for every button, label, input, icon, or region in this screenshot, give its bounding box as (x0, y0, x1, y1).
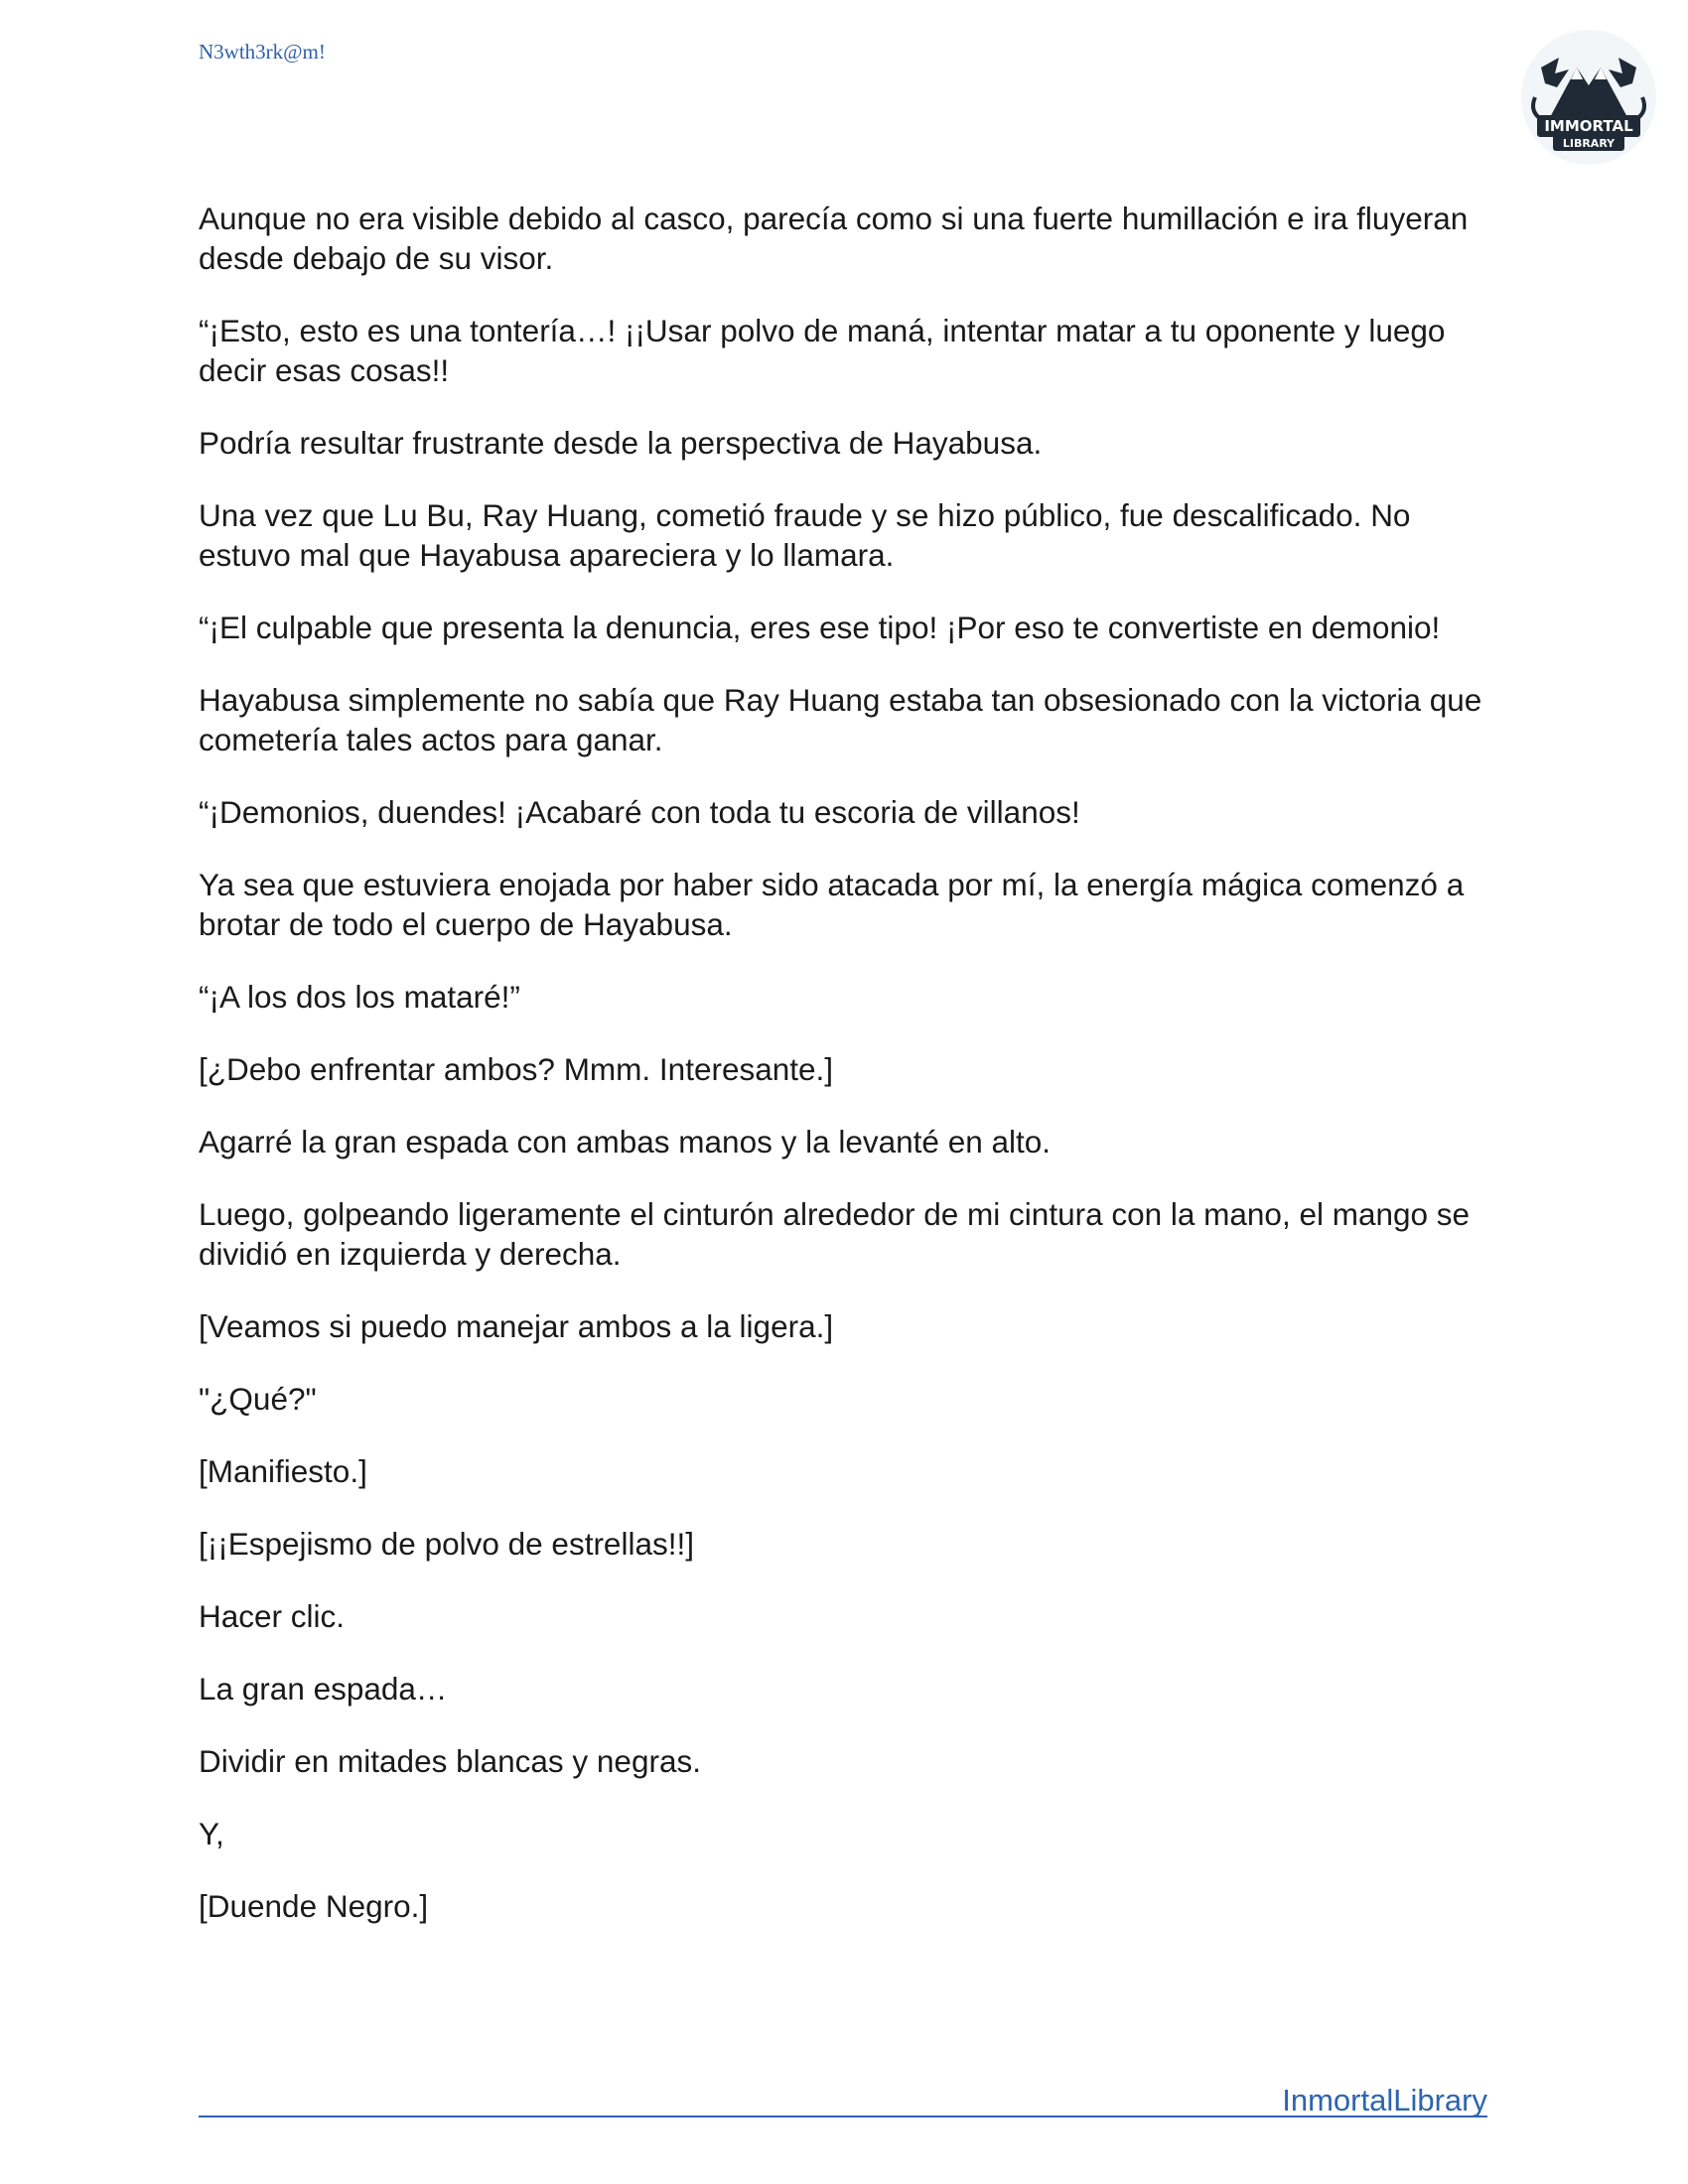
paragraph: La gran espada… (199, 1671, 448, 1706)
paragraph: Aunque no era visible debido al casco, parecía como si una fuerte humillación e ira fluyeran desde debajo de su visor. (199, 201, 1469, 276)
logo-text-line1: IMMORTAL (1544, 117, 1633, 135)
paragraph: “¡El culpable que presenta la denuncia, eres ese tipo! ¡Por eso te convertiste en demonio! (199, 610, 1441, 645)
paragraph: Agarré la gran espada con ambas manos y la levanté en alto. (199, 1124, 1052, 1160)
paragraph: [Veamos si puedo manejar ambos a la ligera.] (199, 1308, 834, 1344)
immortal-library-logo (1519, 28, 1658, 167)
document-body (199, 199, 1509, 1959)
paragraph: Dividir en mitades blancas y negras. (199, 1743, 701, 1779)
paragraph: Ya sea que estuviera enojada por haber sido atacada por mí, la energía mágica comenzó a brotar de todo el cuerpo de Hayabusa. (199, 867, 1465, 942)
logo-emblem-icon (1519, 28, 1658, 167)
paragraph: Y, (199, 1816, 224, 1851)
paragraph: Luego, golpeando ligeramente el cinturón alrededor de mi cintura con la mano, el mango se dividió en izquierda y derecha. (199, 1196, 1471, 1272)
paragraph: “¡Demonios, duendes! ¡Acabaré con toda tu escoria de villanos! (199, 794, 1080, 830)
paragraph: Una vez que Lu Bu, Ray Huang, cometió fraude y se hizo público, fue descalificado. No estuvo mal que Hayabusa apareciera y lo llamara. (199, 497, 1411, 573)
paragraph: Hayabusa simplemente no sabía que Ray Huang estaba tan obsesionado con la victoria que cometería tales actos para ganar. (199, 682, 1482, 757)
header-watermark-text: N3wth3rk@m! (199, 40, 326, 64)
logo-text-line2: LIBRARY (1562, 137, 1616, 150)
paragraph: “¡Esto, esto es una tontería…! ¡¡Usar polvo de maná, intentar matar a tu oponente y luego decir esas cosas!! (199, 313, 1446, 388)
paragraph: “¡A los dos los mataré!” (199, 979, 520, 1015)
paragraph: "¿Qué?" (199, 1381, 317, 1417)
footer-inmortallibrary-link[interactable]: InmortalLibrary (1282, 2083, 1487, 2117)
paragraph: [Duende Negro.] (199, 1888, 429, 1924)
paragraph: [¡¡Espejismo de polvo de estrellas!!] (199, 1526, 694, 1562)
paragraph: Podría resultar frustrante desde la perspectiva de Hayabusa. (199, 425, 1043, 461)
paragraph: Hacer clic. (199, 1598, 346, 1634)
paragraph: [¿Debo enfrentar ambos? Mmm. Interesante.] (199, 1051, 834, 1087)
paragraph: [Manifiesto.] (199, 1453, 367, 1489)
